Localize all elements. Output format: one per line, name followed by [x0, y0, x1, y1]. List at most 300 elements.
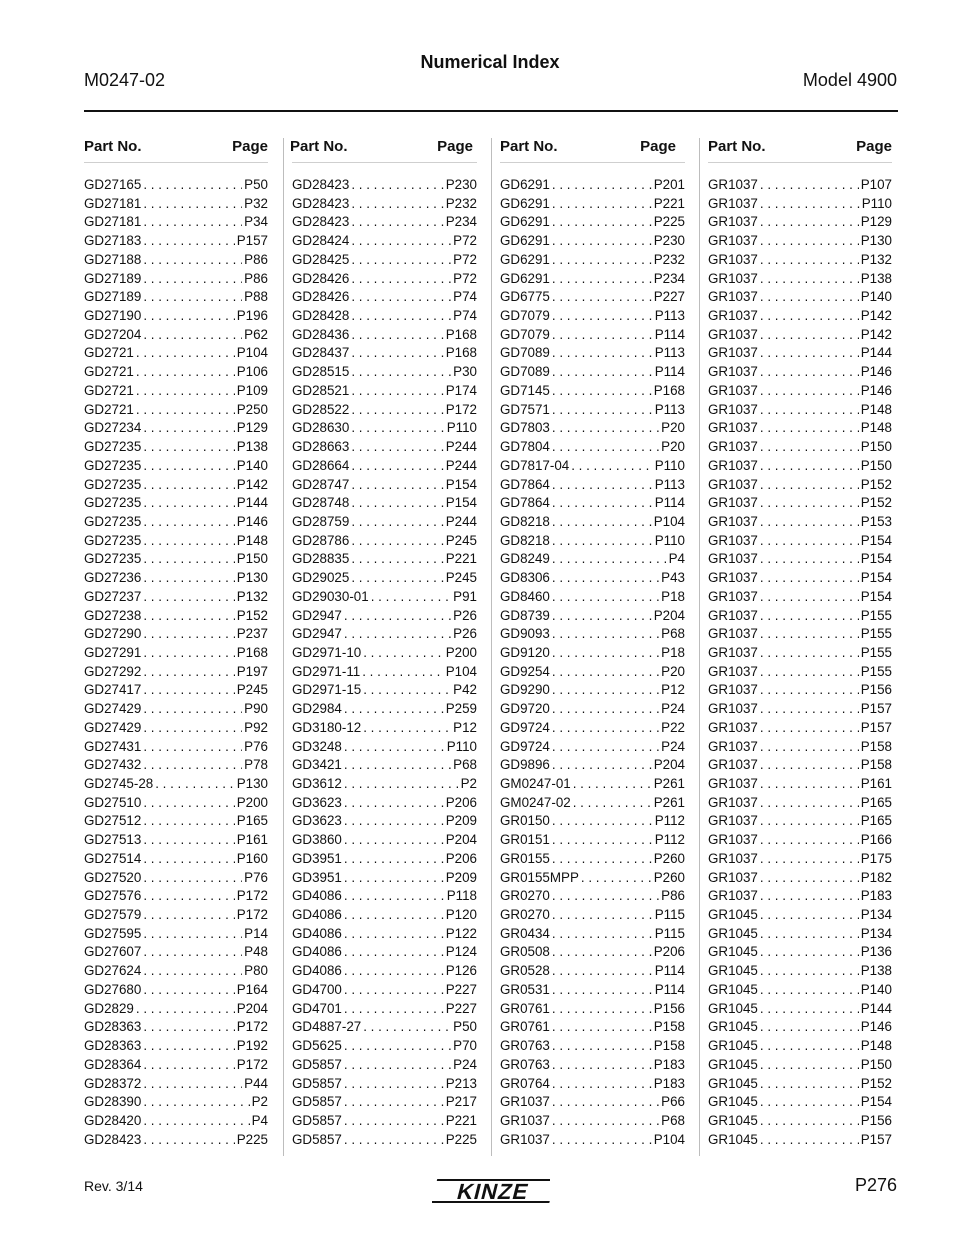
page-reference: P126	[445, 963, 477, 979]
index-entry	[708, 420, 892, 439]
page-reference: P112	[654, 832, 685, 848]
part-number: GD27595	[84, 925, 142, 941]
dot-leader	[351, 533, 443, 548]
index-entry	[84, 495, 268, 514]
dot-leader	[143, 907, 234, 922]
index-entry	[84, 870, 268, 889]
index-entry	[500, 1019, 685, 1038]
dot-leader	[143, 926, 242, 941]
index-entry	[708, 776, 892, 795]
part-number: GR1037	[500, 1112, 550, 1128]
page-reference: P134	[860, 907, 892, 923]
page-reference: P150	[860, 1056, 892, 1072]
part-number: GD9720	[500, 701, 550, 717]
index-entry	[708, 1132, 892, 1151]
dot-leader	[344, 1076, 444, 1091]
index-entry	[708, 682, 892, 701]
part-number: GR1037	[708, 776, 758, 791]
dot-leader	[760, 720, 859, 735]
index-entry	[500, 177, 685, 196]
dot-leader	[143, 477, 234, 492]
part-number: GD28747	[292, 476, 350, 492]
part-number: GD2745-28	[84, 776, 154, 791]
dot-leader	[143, 982, 234, 997]
dot-leader	[552, 813, 653, 828]
index-entry	[500, 701, 685, 720]
index-entry	[84, 477, 268, 496]
page-reference: P72	[453, 251, 477, 267]
page-reference: P230	[445, 177, 477, 192]
index-entry	[292, 1076, 477, 1095]
page-reference: P227	[445, 981, 477, 997]
page-reference: P168	[236, 644, 268, 660]
part-number: GD5625	[292, 1038, 342, 1054]
dot-leader	[552, 477, 653, 492]
index-entry	[292, 813, 477, 832]
part-number: GD2984	[292, 701, 342, 717]
index-entry	[500, 907, 685, 926]
index-entry	[708, 851, 892, 870]
part-number: GR1037	[708, 738, 758, 754]
part-number: GD7803	[500, 420, 550, 436]
index-entry	[292, 870, 477, 889]
dot-leader	[143, 757, 242, 772]
page-reference: P22	[661, 719, 685, 735]
dot-leader	[344, 926, 444, 941]
index-entry	[500, 1094, 685, 1113]
index-entry	[292, 289, 477, 308]
part-number: GR0508	[500, 944, 550, 960]
part-number: GD7079	[500, 326, 550, 342]
part-number: GR1037	[708, 850, 758, 866]
page-reference: P115	[654, 907, 685, 923]
dot-leader	[760, 1001, 859, 1016]
page-reference: P152	[860, 495, 892, 511]
dot-leader	[760, 626, 859, 641]
kinze-logo	[432, 1176, 550, 1206]
part-number: GD27290	[84, 626, 142, 642]
page-reference: P225	[445, 1131, 477, 1147]
index-entry	[84, 439, 268, 458]
page-reference: P12	[453, 719, 477, 735]
index-entry	[84, 720, 268, 739]
part-number: GR1045	[708, 963, 758, 979]
index-entry	[84, 1113, 268, 1132]
dot-leader	[143, 870, 242, 885]
part-number: GD3623	[292, 813, 342, 829]
page-reference: P110	[861, 195, 892, 211]
dot-leader	[344, 870, 444, 885]
index-entry	[708, 551, 892, 570]
index-entry	[500, 402, 685, 421]
dot-leader	[351, 327, 443, 342]
page-reference: P261	[653, 776, 685, 791]
part-number: GR1037	[708, 663, 758, 679]
page-reference: P140	[860, 289, 892, 305]
dot-leader	[552, 551, 667, 566]
part-number: GR1037	[708, 588, 758, 604]
dot-leader	[760, 608, 859, 623]
index-entry	[84, 271, 268, 290]
page-reference: P136	[860, 944, 892, 960]
dot-leader	[552, 851, 652, 866]
page-reference: P113	[654, 476, 685, 492]
page-reference: P142	[236, 476, 268, 492]
part-number: GD3248	[292, 738, 342, 754]
header-rule	[84, 110, 898, 112]
part-number: GD27292	[84, 663, 142, 679]
dot-leader	[552, 626, 659, 641]
manual-number: M0247-02	[84, 70, 166, 90]
page-reference: P44	[244, 1075, 268, 1091]
part-number: GD2971-15	[292, 682, 362, 698]
index-entry	[708, 963, 892, 982]
page-reference: P43	[661, 570, 685, 586]
index-entry	[84, 345, 268, 364]
page-reference: P68	[453, 757, 477, 773]
part-number: GD28437	[292, 345, 350, 361]
index-entry	[292, 477, 477, 496]
page-reference: P146	[860, 382, 892, 398]
dot-leader	[143, 458, 234, 473]
part-number: GR1045	[708, 1000, 758, 1016]
part-number: GR1037	[708, 495, 758, 511]
page-reference: P168	[445, 345, 477, 361]
index-entry	[708, 589, 892, 608]
part-number: GD5857	[292, 1131, 342, 1147]
page-reference: P4	[668, 551, 685, 567]
page-reference: P20	[661, 420, 685, 436]
page-reference: P24	[661, 701, 685, 717]
page-reference: P148	[860, 1038, 892, 1054]
part-number: GD27235	[84, 457, 142, 473]
page-reference: P113	[654, 401, 685, 417]
dot-leader	[760, 1057, 859, 1072]
dot-leader	[344, 739, 445, 754]
part-number: GR0763	[500, 1038, 550, 1054]
page-reference: P34	[244, 214, 268, 230]
part-number: GD27510	[84, 794, 142, 810]
dot-leader	[351, 289, 451, 304]
dot-leader	[351, 364, 451, 379]
part-number: GR0531	[500, 981, 550, 997]
index-entry	[708, 1076, 892, 1095]
index-entry	[84, 402, 268, 421]
page-reference: P157	[860, 719, 892, 735]
page-reference: P158	[653, 1038, 685, 1054]
part-number: GR1037	[708, 420, 758, 436]
dot-leader	[143, 252, 242, 267]
dot-leader	[344, 851, 444, 866]
part-number: GD8460	[500, 588, 550, 604]
index-entry	[708, 701, 892, 720]
page-reference: P68	[661, 1112, 685, 1128]
dot-leader	[143, 327, 242, 342]
index-entry	[292, 626, 477, 645]
page-reference: P132	[860, 251, 892, 267]
part-number: GD9896	[500, 757, 550, 773]
index-entry	[708, 1001, 892, 1020]
index-entry	[708, 982, 892, 1001]
part-number: GD27238	[84, 607, 142, 623]
page-reference: P76	[244, 869, 268, 885]
dot-leader	[143, 420, 234, 435]
part-number: GD6291	[500, 233, 550, 249]
dot-leader	[552, 514, 652, 529]
index-entry	[292, 402, 477, 421]
dot-leader	[351, 420, 444, 435]
index-entry	[84, 608, 268, 627]
index-entry	[500, 495, 685, 514]
page-reference: P200	[445, 644, 477, 660]
dot-leader	[552, 1001, 652, 1016]
dot-leader	[760, 832, 859, 847]
index-entry	[500, 795, 685, 814]
page-reference: P160	[236, 850, 268, 866]
model-name: Model 4900	[802, 70, 897, 90]
part-number: GD27579	[84, 907, 142, 923]
dot-leader	[351, 514, 443, 529]
part-number: GR1037	[708, 326, 758, 342]
index-entry	[708, 720, 892, 739]
part-number: GD9290	[500, 682, 550, 698]
page-reference: P183	[653, 1075, 685, 1091]
part-number: GR1045	[708, 1056, 758, 1072]
part-number: GD27190	[84, 308, 142, 324]
dot-leader	[760, 439, 859, 454]
page-reference: P245	[236, 682, 268, 698]
page-reference: P158	[653, 1019, 685, 1035]
part-number: GR1045	[708, 1075, 758, 1091]
index-entry	[500, 383, 685, 402]
index-entry	[84, 888, 268, 907]
part-number: GD5857	[292, 1112, 342, 1128]
index-entry	[708, 832, 892, 851]
part-number: GD6291	[500, 270, 550, 286]
index-entry	[708, 1113, 892, 1132]
index-entry	[84, 626, 268, 645]
index-entry	[500, 439, 685, 458]
part-number: GR1037	[708, 626, 758, 642]
index-entry	[84, 196, 268, 215]
page-reference: P217	[445, 1094, 477, 1110]
part-number: GD27417	[84, 682, 142, 698]
part-number: GR1037	[708, 401, 758, 417]
column-header	[292, 138, 477, 163]
index-entry	[708, 252, 892, 271]
part-number: GR0434	[500, 925, 550, 941]
page-reference: P18	[661, 644, 685, 660]
index-entry	[500, 664, 685, 683]
page-reference: P107	[860, 177, 892, 192]
index-entry	[500, 289, 685, 308]
dot-leader	[136, 364, 235, 379]
index-entry	[84, 701, 268, 720]
part-number: GR0764	[500, 1075, 550, 1091]
index-entry	[84, 944, 268, 963]
dot-leader	[143, 813, 234, 828]
index-entry	[500, 327, 685, 346]
part-number: GR1037	[708, 888, 758, 904]
part-number: GD27429	[84, 719, 142, 735]
page-reference: P86	[244, 270, 268, 286]
page-reference: P152	[860, 476, 892, 492]
index-entry	[292, 739, 477, 758]
index-entry	[500, 832, 685, 851]
dot-leader	[143, 626, 234, 641]
part-number: GD28423	[292, 177, 350, 192]
part-number: GD27576	[84, 888, 142, 904]
index-entry	[84, 757, 268, 776]
page-reference: P152	[860, 1075, 892, 1091]
index-entry	[708, 907, 892, 926]
dot-leader	[760, 907, 859, 922]
page-reference: P130	[236, 570, 268, 586]
page-reference: P114	[654, 963, 685, 979]
index-entry	[84, 233, 268, 252]
page-reference: P261	[653, 794, 685, 810]
dot-leader	[552, 289, 652, 304]
page-reference: P213	[445, 1075, 477, 1091]
page-reference: P68	[661, 626, 685, 642]
page-reference: P90	[244, 701, 268, 717]
page-header: Page	[640, 138, 676, 155]
index-rows	[84, 177, 268, 1150]
dot-leader	[143, 196, 242, 211]
index-entry	[708, 177, 892, 196]
index-entry	[292, 308, 477, 327]
page-reference: P234	[653, 270, 685, 286]
page-reference: P260	[653, 850, 685, 866]
column-divider	[283, 138, 284, 1156]
revision-label: Rev. 3/14	[84, 1178, 143, 1194]
page-reference: P14	[244, 925, 268, 941]
index-entry	[500, 533, 685, 552]
page-header: Page	[232, 138, 268, 155]
dot-leader	[344, 963, 444, 978]
page-reference: P161	[236, 832, 268, 848]
index-entry	[500, 551, 685, 570]
dot-leader	[552, 720, 659, 735]
index-entry	[84, 327, 268, 346]
page-reference: P148	[860, 401, 892, 417]
index-entry	[84, 739, 268, 758]
dot-leader	[344, 795, 444, 810]
dot-leader	[760, 458, 859, 473]
dot-leader	[552, 271, 652, 286]
index-entry	[708, 1019, 892, 1038]
page-reference: P172	[445, 401, 477, 417]
part-number: GD28521	[292, 382, 350, 398]
dot-leader	[351, 345, 443, 360]
part-number: GD3623	[292, 794, 342, 810]
dot-leader	[143, 720, 242, 735]
page-reference: P158	[860, 757, 892, 773]
page-reference: P152	[236, 607, 268, 623]
page-reference: P88	[244, 289, 268, 305]
index-entry	[500, 851, 685, 870]
page-reference: P166	[860, 832, 892, 848]
page-reference: P110	[446, 738, 477, 754]
dot-leader	[552, 1132, 652, 1147]
index-entry	[84, 533, 268, 552]
part-number: GR1045	[708, 1038, 758, 1054]
dot-leader	[552, 196, 652, 211]
page-reference: P26	[453, 607, 477, 623]
page-reference: P155	[860, 644, 892, 660]
page-reference: P91	[453, 588, 477, 604]
part-number: GD7089	[500, 364, 550, 380]
page-reference: P62	[244, 326, 268, 342]
part-number: GD28664	[292, 457, 350, 473]
page-reference: P138	[860, 270, 892, 286]
dot-leader	[552, 1038, 652, 1053]
page-reference: P48	[244, 944, 268, 960]
page-reference: P183	[860, 888, 892, 904]
dot-leader	[351, 495, 443, 510]
part-number: GD8739	[500, 607, 550, 623]
index-entry	[708, 926, 892, 945]
index-entry	[84, 1001, 268, 1020]
page-reference: P150	[860, 457, 892, 473]
index-entry	[292, 926, 477, 945]
dot-leader	[760, 1038, 859, 1053]
part-number: GD4086	[292, 963, 342, 979]
index-entry	[84, 458, 268, 477]
index-entry	[500, 1057, 685, 1076]
dot-leader	[760, 233, 859, 248]
dot-leader	[143, 271, 242, 286]
dot-leader	[344, 757, 451, 772]
part-number: GR0763	[500, 1056, 550, 1072]
dot-leader	[143, 739, 242, 754]
index-entry	[292, 851, 477, 870]
page-reference: P200	[236, 794, 268, 810]
part-number: GD3421	[292, 757, 342, 773]
index-entry	[708, 495, 892, 514]
part-number: GD5857	[292, 1075, 342, 1091]
dot-leader	[760, 214, 859, 229]
part-no-header: Part No.	[84, 138, 142, 155]
index-entry	[292, 664, 477, 683]
index-entry	[84, 1038, 268, 1057]
index-entry	[708, 739, 892, 758]
dot-leader	[760, 327, 859, 342]
page-reference: P104	[653, 1131, 685, 1147]
page-reference: P206	[445, 850, 477, 866]
index-entry	[292, 196, 477, 215]
index-entry	[500, 589, 685, 608]
dot-leader	[760, 944, 859, 959]
page-reference: P174	[445, 382, 477, 398]
part-number: GD6291	[500, 177, 550, 192]
index-entry	[292, 214, 477, 233]
index-entry	[292, 1057, 477, 1076]
index-entry	[708, 608, 892, 627]
page-reference: P225	[236, 1131, 268, 1147]
index-entry	[292, 682, 477, 701]
part-number: GD28423	[84, 1131, 142, 1147]
dot-leader	[760, 364, 859, 379]
dot-leader	[552, 888, 659, 903]
page-reference: P140	[236, 457, 268, 473]
part-number: GD4701	[292, 1000, 342, 1016]
index-entry	[708, 345, 892, 364]
index-column-4	[708, 138, 892, 1150]
page-reference: P4	[251, 1112, 268, 1128]
page-reference: P204	[236, 1000, 268, 1016]
page-reference: P157	[860, 1131, 892, 1147]
